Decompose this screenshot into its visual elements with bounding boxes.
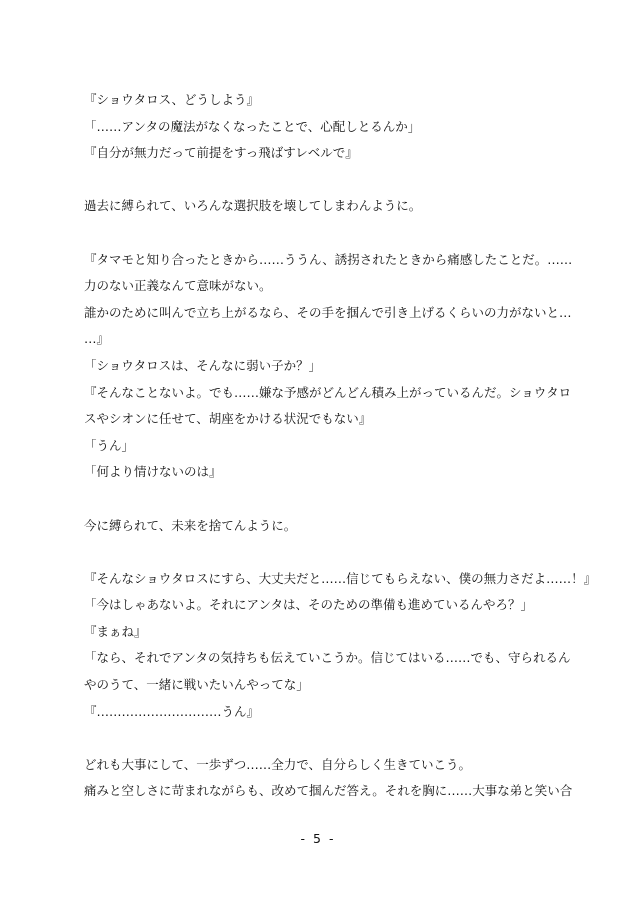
text-line: 力のない正義なんて意味がない。 — [84, 278, 272, 294]
body-text — [84, 87, 597, 805]
text-line: どれも大事にして、一歩ずつ……全力で、自分らしく生きていこう。 — [84, 756, 472, 772]
text-line: 『自分が無力だって前提をすっ飛ばすレベルで』 — [84, 145, 358, 161]
paragraph-gap — [84, 220, 554, 247]
text-line: 「何より情けないのは』 — [84, 464, 222, 480]
paragraph-gap — [84, 725, 554, 752]
paragraph-gap — [84, 486, 554, 513]
text-line: 『…………………………うん』 — [84, 703, 260, 719]
text-line: 「なら、それでアンタの気持ちも伝えていこうか。信じてはいる……でも、守られるん — [84, 650, 571, 666]
text-line: 誰かのために叫んで立ち上がるなら、その手を掴んで引き上げるくらいの力がないと… — [84, 304, 572, 320]
paragraph-gap — [84, 167, 554, 194]
text-line: 『そんなショウタロスにすら、大丈夫だと……信じてもらえない、僕の無力さだよ……！』 — [84, 570, 597, 586]
text-line: 「今はしゃあないよ。それにアンタは、そのための準備も進めているんやろ？」 — [84, 597, 534, 613]
page-number: - 5 - — [300, 831, 336, 846]
text-line: 『タマモと知り合ったときから……ううん、誘拐されたときから痛感したことだ。…… — [84, 251, 573, 267]
text-line: 痛みと空しさに苛まれながらも、改めて掴んだ答え。それを胸に……大事な弟と笑い合 — [84, 783, 573, 799]
paragraph-gap — [84, 539, 554, 566]
text-line: 『ショウタロス、どうしよう』 — [84, 92, 260, 107]
text-line: 『そんなことないよ。でも……嫌な予感がどんどん積み上がっているんだ。ショウタロ — [84, 384, 572, 400]
text-line: 過去に縛られて、いろんな選択肢を壊してしまわんように。 — [84, 198, 422, 214]
text-line: やのうて、一緒に戦いたいんやってな」 — [84, 677, 309, 693]
text-line: 今に縛られて、未来を捨てんように。 — [84, 517, 297, 533]
text-line: 「……アンタの魔法がなくなったことで、心配しとるんか」 — [84, 118, 421, 134]
text-line: 『まぁね』 — [84, 623, 147, 639]
text-line: スやシオンに任せて、胡座をかける状況でもない』 — [84, 411, 372, 427]
text-line: …』 — [84, 331, 110, 347]
text-line: 「ショウタロスは、そんなに弱い子か？」 — [84, 357, 322, 373]
text-line: 「うん」 — [84, 437, 135, 453]
